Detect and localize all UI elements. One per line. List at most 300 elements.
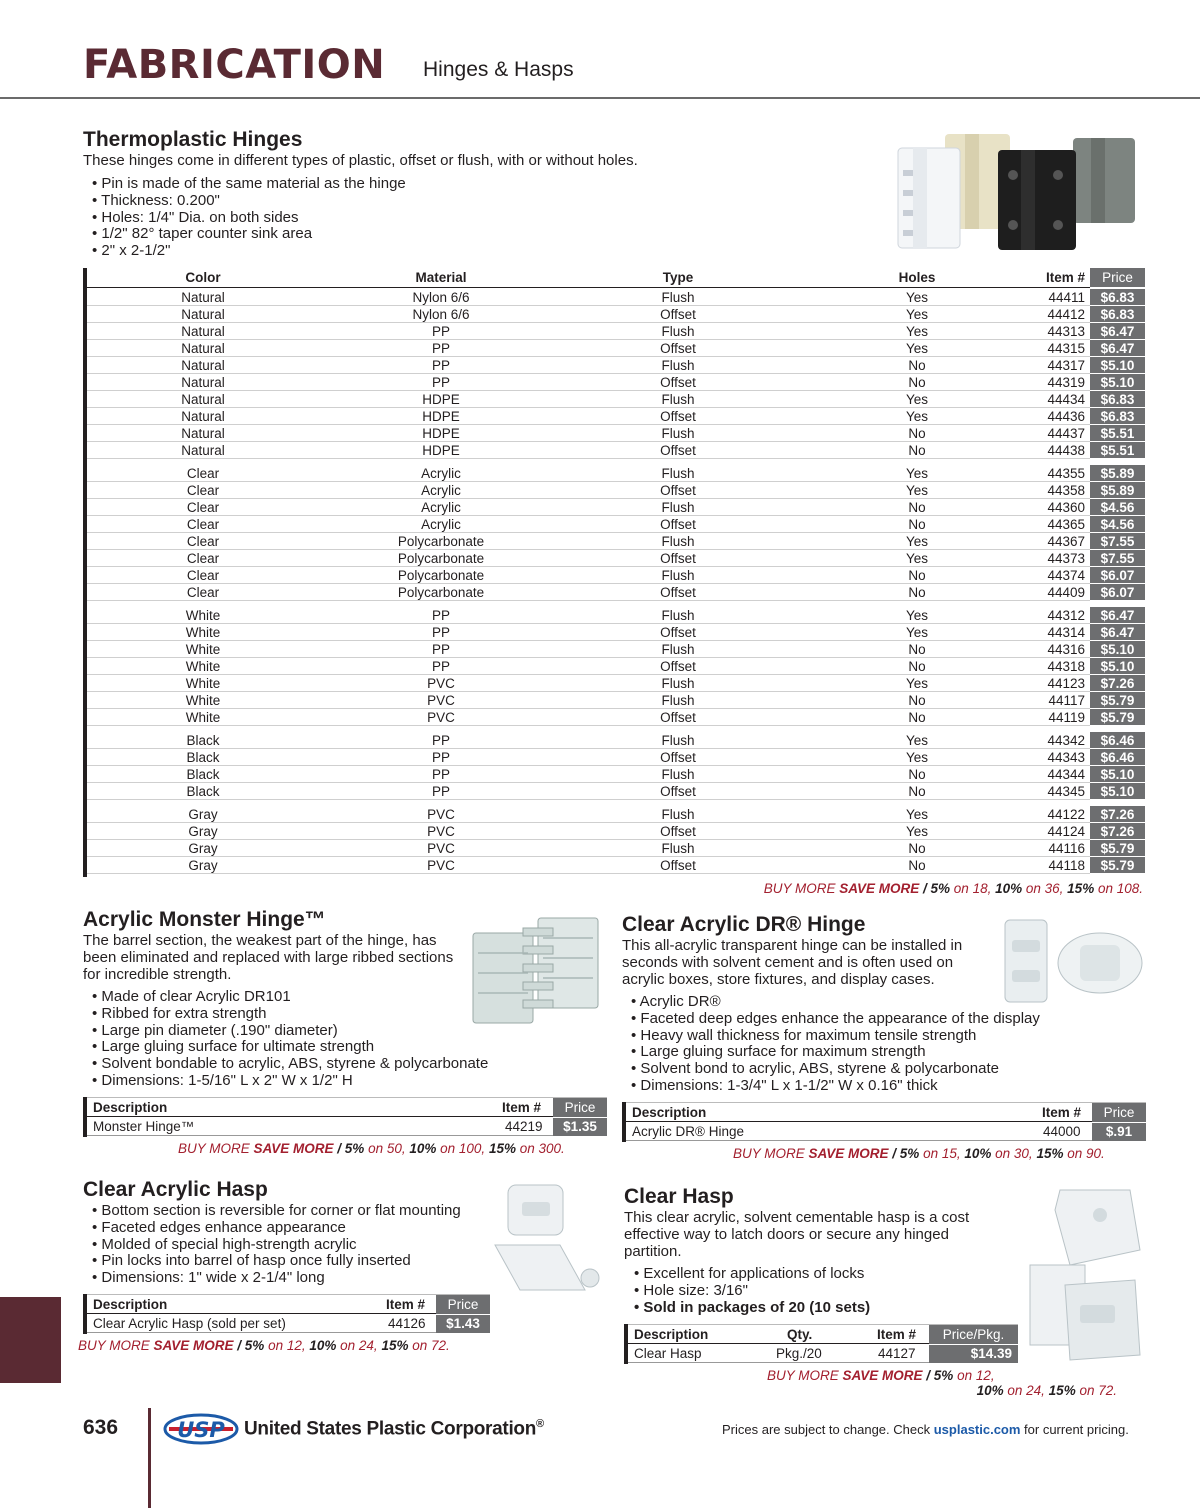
cell-material: HDPE xyxy=(422,409,460,424)
cell-holes: Yes xyxy=(905,409,929,424)
cell-holes: No xyxy=(908,710,926,725)
clearhasp-buy-more-line2 xyxy=(977,1383,1117,1398)
cell-material: PVC xyxy=(427,841,455,856)
cell-holes: No xyxy=(908,693,926,708)
drhinge-bullets xyxy=(631,994,1040,1095)
cell-price: $7.55 xyxy=(1090,533,1145,550)
cell-color: Black xyxy=(186,750,220,765)
col-header-qty: Qty. xyxy=(787,1327,813,1342)
cell-type: Flush xyxy=(661,426,695,441)
cell-price: $5.10 xyxy=(1090,374,1145,391)
drhinge-bullet: • Dimensions: 1-3/4" L x 1-1/2" W x 0.16" thick xyxy=(631,1078,1040,1095)
cell-holes: No xyxy=(908,585,926,600)
monster-hinge-image xyxy=(468,913,608,1028)
cell-material: HDPE xyxy=(422,443,460,458)
table-header-row xyxy=(626,1102,1146,1122)
monster-bullet: • Ribbed for extra strength xyxy=(92,1006,488,1023)
cell-type: Offset xyxy=(660,824,696,839)
discount-3: 15% xyxy=(381,1338,409,1353)
table-row xyxy=(87,709,1145,726)
cell-item: 44316 xyxy=(1047,642,1085,657)
cell-price: $6.07 xyxy=(1090,584,1145,601)
thermo-buy-more xyxy=(764,881,1143,896)
company-mark: ® xyxy=(536,1418,544,1430)
col-header-holes: Holes xyxy=(898,270,936,285)
cell-material: PP xyxy=(431,733,450,748)
cell-color: White xyxy=(185,710,221,725)
cell-price: $5.10 xyxy=(1090,766,1145,783)
cell-color: Black xyxy=(186,767,220,782)
table-header-row xyxy=(87,268,1145,288)
cell-price: $1.43 xyxy=(436,1315,490,1333)
cell-type: Offset xyxy=(660,443,696,458)
cell-type: Offset xyxy=(660,409,696,424)
cell-item: 44124 xyxy=(1047,824,1085,839)
qty-2: on 24, xyxy=(1003,1383,1049,1398)
clearhasp-description: This clear acrylic, solvent cementable hasp is a cost effective way to latch doors or secure any hinged partition. xyxy=(624,1209,970,1260)
cell-material: Acrylic xyxy=(421,483,461,498)
cell-holes: No xyxy=(908,659,926,674)
cell-item: 44126 xyxy=(388,1316,426,1331)
table-row xyxy=(87,607,1145,624)
company-name-text: United States Plastic Corporation xyxy=(244,1418,537,1440)
table-row xyxy=(87,465,1145,482)
monster-bullet: • Solvent bondable to acrylic, ABS, styrene & polycarbonate xyxy=(92,1056,488,1073)
col-header-item: Item # xyxy=(1045,270,1085,285)
table-row xyxy=(87,533,1145,550)
table-header-row xyxy=(628,1324,1018,1344)
table-row xyxy=(87,641,1145,658)
cell-item: 44355 xyxy=(1047,466,1085,481)
cell-price: $7.26 xyxy=(1090,675,1145,692)
pricing-note-lead: Prices are subject to change. Check xyxy=(722,1422,934,1437)
drhinge-bullet: • Acrylic DR® xyxy=(631,994,1040,1011)
cell-price: $5.89 xyxy=(1090,465,1145,482)
page-subtitle: Hinges & Hasps xyxy=(423,58,574,81)
table-row xyxy=(87,624,1145,641)
discount-1: 5% xyxy=(244,1338,265,1353)
discount-2: 10% xyxy=(964,1146,992,1161)
discount-2: 10% xyxy=(995,881,1023,896)
cell-item: 44438 xyxy=(1047,443,1085,458)
cell-price: $5.79 xyxy=(1090,840,1145,857)
cell-type: Flush xyxy=(661,693,695,708)
cell-material: PP xyxy=(431,358,450,373)
drhinge-bullet: • Heavy wall thickness for maximum tensile strength xyxy=(631,1028,1040,1045)
cell-holes: Yes xyxy=(905,534,929,549)
table-row xyxy=(87,289,1145,306)
cell-item: 44127 xyxy=(878,1346,916,1361)
acrylichasp-bullet: • Molded of special high-strength acrylic xyxy=(92,1237,461,1254)
cell-color: Gray xyxy=(188,841,218,856)
cell-type: Offset xyxy=(660,750,696,765)
cell-price: $7.26 xyxy=(1090,823,1145,840)
cell-material: Nylon 6/6 xyxy=(412,307,470,322)
table-row xyxy=(87,340,1145,357)
table-row xyxy=(87,408,1145,425)
clearhasp-table xyxy=(624,1324,1018,1364)
cell-price: $6.83 xyxy=(1090,408,1145,425)
cell-material: PP xyxy=(431,625,450,640)
cell-qty: Pkg./20 xyxy=(776,1346,822,1361)
table-row xyxy=(87,806,1145,823)
qty-1: on 50, xyxy=(364,1141,410,1156)
cell-price: $6.07 xyxy=(1090,567,1145,584)
cell-price: $5.51 xyxy=(1090,442,1145,459)
cell-item: 44345 xyxy=(1047,784,1085,799)
acrylichasp-bullet: • Dimensions: 1" wide x 2-1/4" long xyxy=(92,1270,461,1287)
table-row xyxy=(87,550,1145,567)
cell-type: Flush xyxy=(661,841,695,856)
table-row xyxy=(87,658,1145,675)
table-row xyxy=(87,783,1145,800)
col-header-price: Price/Pkg. xyxy=(929,1325,1018,1344)
cell-item: 44312 xyxy=(1047,608,1085,623)
cell-color: Natural xyxy=(181,358,225,373)
cell-color: White xyxy=(185,642,221,657)
clearhasp-bullets xyxy=(634,1266,870,1316)
cell-color: Natural xyxy=(181,324,225,339)
website-link[interactable]: usplastic.com xyxy=(933,1422,1021,1437)
monster-bullet: • Large gluing surface for ultimate strength xyxy=(92,1039,488,1056)
drhinge-buy-more xyxy=(733,1146,1105,1161)
cell-item: 44314 xyxy=(1047,625,1085,640)
cell-holes: Yes xyxy=(905,324,929,339)
cell-item: 44117 xyxy=(1048,693,1085,708)
cell-color: Clear xyxy=(186,534,220,549)
col-header-price: Price xyxy=(553,1098,607,1117)
cell-item: 44409 xyxy=(1047,585,1085,600)
col-header-material: Material xyxy=(415,270,467,285)
cell-description: Clear Hasp xyxy=(634,1346,702,1361)
cell-price: $5.89 xyxy=(1090,482,1145,499)
cell-material: PP xyxy=(431,324,450,339)
cell-holes: Yes xyxy=(905,551,929,566)
table-row xyxy=(87,584,1145,601)
discount-3: 15% xyxy=(488,1141,516,1156)
cell-item: 44411 xyxy=(1048,290,1085,305)
cell-price: $4.56 xyxy=(1090,516,1145,533)
cell-price: $5.10 xyxy=(1090,658,1145,675)
discount-2: 10% xyxy=(409,1141,437,1156)
cell-holes: No xyxy=(908,841,926,856)
table-row xyxy=(87,823,1145,840)
cell-holes: Yes xyxy=(905,733,929,748)
cell-material: PP xyxy=(431,375,450,390)
cell-item: 44119 xyxy=(1048,710,1085,725)
table-row xyxy=(626,1123,1146,1141)
cell-color: White xyxy=(185,693,221,708)
table-row xyxy=(87,516,1145,533)
cell-type: Offset xyxy=(660,483,696,498)
cell-color: White xyxy=(185,676,221,691)
save-more-text: SAVE MORE xyxy=(153,1338,234,1353)
cell-price: $6.47 xyxy=(1090,340,1145,357)
section-side-tab xyxy=(0,1297,61,1383)
qty-2: on 24, xyxy=(336,1338,382,1353)
cell-item: 44412 xyxy=(1047,307,1085,322)
cell-item: 44342 xyxy=(1047,733,1085,748)
col-header-item: Item # xyxy=(877,1327,917,1342)
cell-item: 44437 xyxy=(1047,426,1085,441)
buy-more-text: BUY MORE xyxy=(733,1146,809,1161)
cell-holes: No xyxy=(908,568,926,583)
table-row xyxy=(87,840,1145,857)
cell-price: $6.47 xyxy=(1090,607,1145,624)
thermo-title: Thermoplastic Hinges xyxy=(83,128,303,151)
cell-price: $5.10 xyxy=(1090,357,1145,374)
cell-price: $6.46 xyxy=(1090,732,1145,749)
table-row xyxy=(87,857,1145,874)
cell-holes: No xyxy=(908,426,926,441)
cell-holes: Yes xyxy=(905,676,929,691)
cell-item: 44319 xyxy=(1047,375,1085,390)
cell-holes: No xyxy=(908,517,926,532)
save-more-text: SAVE MORE xyxy=(842,1368,923,1383)
cell-holes: No xyxy=(908,443,926,458)
cell-holes: Yes xyxy=(905,824,929,839)
cell-price: $4.56 xyxy=(1090,499,1145,516)
table-row xyxy=(87,692,1145,709)
save-more-text: SAVE MORE xyxy=(808,1146,889,1161)
col-header-price: Price xyxy=(1092,1103,1146,1122)
cell-holes: No xyxy=(908,500,926,515)
discount-3: 15% xyxy=(1048,1383,1076,1398)
col-header-color: Color xyxy=(185,270,221,285)
acrylic-hasp-image xyxy=(490,1180,605,1295)
cell-color: Natural xyxy=(181,426,225,441)
cell-material: PVC xyxy=(427,693,455,708)
discount-3: 15% xyxy=(1067,881,1095,896)
cell-material: Acrylic xyxy=(421,517,461,532)
cell-price: $1.35 xyxy=(553,1118,607,1136)
cell-color: Natural xyxy=(181,443,225,458)
drhinge-table xyxy=(622,1102,1146,1142)
thermo-bullet: • Holes: 1/4" Dia. on both sides xyxy=(92,210,406,227)
acrylichasp-title: Clear Acrylic Hasp xyxy=(83,1178,268,1201)
cell-color: Gray xyxy=(188,807,218,822)
cell-material: PVC xyxy=(427,710,455,725)
cell-item: 44122 xyxy=(1047,807,1085,822)
cell-material: HDPE xyxy=(422,392,460,407)
separator: / xyxy=(888,1146,900,1161)
col-header-description: Description xyxy=(632,1105,707,1120)
monster-description: The barrel section, the weakest part of the hinge, has been eliminated and replaced with large ribbed sections for incredible strength. xyxy=(83,932,454,983)
usp-logo-text: USP xyxy=(177,1418,225,1442)
cell-color: Clear xyxy=(186,568,220,583)
cell-material: PP xyxy=(431,608,450,623)
acrylichasp-table xyxy=(83,1294,490,1334)
cell-color: Natural xyxy=(181,392,225,407)
cell-material: HDPE xyxy=(422,426,460,441)
clearhasp-bullet: • Hole size: 3/16" xyxy=(634,1283,870,1300)
footer-divider xyxy=(148,1408,151,1508)
acrylichasp-buy-more xyxy=(78,1338,450,1353)
cell-material: PVC xyxy=(427,676,455,691)
cell-material: PP xyxy=(431,341,450,356)
cell-price: $6.83 xyxy=(1090,289,1145,306)
cell-material: PP xyxy=(431,784,450,799)
col-header-price: Price xyxy=(1090,268,1145,288)
acrylichasp-bullet: • Bottom section is reversible for corner or flat mounting xyxy=(92,1203,461,1220)
thermo-bullet: • 2" x 2-1/2" xyxy=(92,243,406,260)
table-row xyxy=(87,391,1145,408)
cell-type: Flush xyxy=(661,324,695,339)
cell-description: Monster Hinge™ xyxy=(93,1119,195,1134)
table-row xyxy=(87,306,1145,323)
cell-type: Offset xyxy=(660,585,696,600)
cell-price: $6.46 xyxy=(1090,749,1145,766)
cell-price: $5.79 xyxy=(1090,709,1145,726)
cell-color: White xyxy=(185,659,221,674)
cell-color: Clear xyxy=(186,551,220,566)
cell-item: 44373 xyxy=(1047,551,1085,566)
header-rule xyxy=(0,97,1200,99)
cell-price: $5.10 xyxy=(1090,641,1145,658)
cell-material: Nylon 6/6 xyxy=(412,290,470,305)
cell-type: Flush xyxy=(661,568,695,583)
buy-more-text: BUY MORE xyxy=(78,1338,154,1353)
cell-item: 44365 xyxy=(1047,517,1085,532)
cell-type: Flush xyxy=(661,608,695,623)
cell-item: 44360 xyxy=(1047,500,1085,515)
cell-holes: Yes xyxy=(905,483,929,498)
cell-type: Offset xyxy=(660,307,696,322)
cell-holes: No xyxy=(908,767,926,782)
thermo-bullet: • Thickness: 0.200" xyxy=(92,193,406,210)
thermo-bullet: • 1/2" 82° taper counter sink area xyxy=(92,226,406,243)
cell-material: Acrylic xyxy=(421,500,461,515)
clearhasp-bullet: • Excellent for applications of locks xyxy=(634,1266,870,1283)
usp-logo-icon xyxy=(163,1413,239,1445)
col-header-description: Description xyxy=(93,1100,168,1115)
cell-holes: Yes xyxy=(905,807,929,822)
table-row xyxy=(628,1345,1018,1363)
cell-color: Gray xyxy=(188,824,218,839)
qty-2: on 36, xyxy=(1022,881,1068,896)
cell-holes: No xyxy=(908,375,926,390)
cell-color: Natural xyxy=(181,409,225,424)
monster-buy-more xyxy=(178,1141,565,1156)
cell-holes: Yes xyxy=(905,608,929,623)
cell-type: Offset xyxy=(660,858,696,873)
cell-holes: Yes xyxy=(905,341,929,356)
cell-type: Flush xyxy=(661,466,695,481)
qty-1: on 15, xyxy=(919,1146,965,1161)
table-header-row xyxy=(87,1097,607,1117)
table-row xyxy=(87,482,1145,499)
cell-price: $5.79 xyxy=(1090,857,1145,874)
cell-material: PVC xyxy=(427,824,455,839)
cell-type: Offset xyxy=(660,341,696,356)
save-more-text: SAVE MORE xyxy=(253,1141,334,1156)
monster-bullet: • Dimensions: 1-5/16" L x 2" W x 1/2" H xyxy=(92,1073,488,1090)
cell-holes: No xyxy=(908,358,926,373)
discount-2: 10% xyxy=(309,1338,337,1353)
cell-material: Polycarbonate xyxy=(397,568,485,583)
cell-color: Natural xyxy=(181,375,225,390)
monster-bullet: • Made of clear Acrylic DR101 xyxy=(92,989,488,1006)
cell-material: Polycarbonate xyxy=(397,585,485,600)
cell-holes: No xyxy=(908,858,926,873)
cell-color: White xyxy=(185,608,221,623)
cell-color: Clear xyxy=(186,483,220,498)
page-number: 636 xyxy=(83,1416,119,1439)
cell-item: 44315 xyxy=(1047,341,1085,356)
cell-holes: Yes xyxy=(905,392,929,407)
save-more-text: SAVE MORE xyxy=(839,881,920,896)
cell-type: Offset xyxy=(660,375,696,390)
drhinge-bullet: • Solvent bond to acrylic, ABS, styrene & polycarbonate xyxy=(631,1061,1040,1078)
table-row xyxy=(87,425,1145,442)
cell-item: 44374 xyxy=(1047,568,1085,583)
qty-3: on 90. xyxy=(1063,1146,1105,1161)
cell-item: 44343 xyxy=(1047,750,1085,765)
cell-type: Offset xyxy=(660,625,696,640)
discount-1: 5% xyxy=(899,1146,920,1161)
cell-type: Flush xyxy=(661,642,695,657)
table-row xyxy=(87,732,1145,749)
qty-2: on 100, xyxy=(436,1141,489,1156)
cell-material: Polycarbonate xyxy=(397,534,485,549)
separator: / xyxy=(233,1338,245,1353)
cell-color: Clear xyxy=(186,466,220,481)
cell-item: 44313 xyxy=(1047,324,1085,339)
cell-holes: No xyxy=(908,642,926,657)
cell-color: Clear xyxy=(186,500,220,515)
separator: / xyxy=(922,1368,934,1383)
cell-color: White xyxy=(185,625,221,640)
pricing-note xyxy=(722,1422,1129,1437)
dr-hinge-image xyxy=(1000,915,1145,1005)
thermoplastic-hinges-image xyxy=(893,130,1143,255)
cell-material: Polycarbonate xyxy=(397,551,485,566)
monster-title: Acrylic Monster Hinge™ xyxy=(83,908,326,931)
col-header-description: Description xyxy=(93,1297,168,1312)
cell-type: Flush xyxy=(661,733,695,748)
qty-1: on 12, xyxy=(264,1338,310,1353)
cell-color: Black xyxy=(186,784,220,799)
cell-type: Flush xyxy=(661,534,695,549)
cell-color: Black xyxy=(186,733,220,748)
qty-3: on 72. xyxy=(408,1338,450,1353)
acrylichasp-bullets xyxy=(92,1203,461,1287)
monster-bullet: • Large pin diameter (.190" diameter) xyxy=(92,1023,488,1040)
clearhasp-buy-more xyxy=(767,1368,995,1383)
cell-type: Offset xyxy=(660,784,696,799)
cell-item: 44367 xyxy=(1047,534,1085,549)
qty-1: on 12, xyxy=(953,1368,995,1383)
monster-bullets xyxy=(92,989,488,1090)
page-title: FABRICATION xyxy=(83,42,386,88)
drhinge-description: This all-acrylic transparent hinge can be installed in seconds with solvent cement and is often used on acrylic boxes, store fixtures, and display cases. xyxy=(622,937,963,988)
cell-price: $6.83 xyxy=(1090,391,1145,408)
clear-hasp-image xyxy=(1025,1185,1145,1380)
cell-price: $6.47 xyxy=(1090,624,1145,641)
acrylichasp-bullet: • Pin locks into barrel of hasp once fully inserted xyxy=(92,1253,461,1270)
drhinge-bullet: • Faceted deep edges enhance the appearance of the display xyxy=(631,1011,1040,1028)
col-header-description: Description xyxy=(634,1327,709,1342)
cell-type: Flush xyxy=(661,676,695,691)
cell-price: $.91 xyxy=(1092,1123,1146,1141)
monster-table xyxy=(83,1097,607,1137)
thermo-bullets xyxy=(92,176,406,260)
qty-3: on 108. xyxy=(1094,881,1143,896)
cell-type: Offset xyxy=(660,710,696,725)
cell-type: Flush xyxy=(661,290,695,305)
table-row xyxy=(87,357,1145,374)
clearhasp-bullet-bold: • Sold in packages of 20 (10 sets) xyxy=(634,1300,870,1317)
